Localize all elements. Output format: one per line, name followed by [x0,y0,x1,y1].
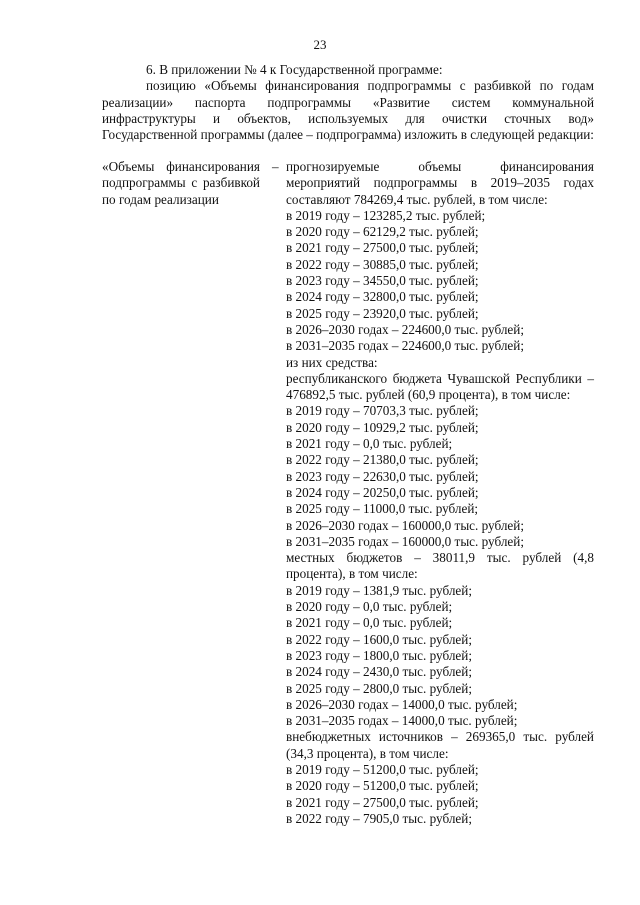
financing-line: в 2020 году – 10929,2 тыс. рублей; [286,419,479,435]
financing-line: в 2020 году – 51200,0 тыс. рублей; [286,778,479,794]
financing-line: в 2021 году – 27500,0 тыс. рублей; [286,794,479,810]
financing-line: в 2031–2035 годах – 14000,0 тыс. рублей; [286,713,518,729]
row-dash: – [272,159,279,174]
financing-line: в 2022 году – 1600,0 тыс. рублей; [286,631,472,647]
financing-line: в 2019 году – 70703,3 тыс. рублей; [286,403,479,419]
financing-line: в 2021 году – 0,0 тыс. рублей; [286,615,453,631]
financing-line: в 2031–2035 годах – 224600,0 тыс. рублей; [286,338,524,354]
financing-line: в 2024 году – 20250,0 тыс. рублей; [286,484,479,500]
financing-line: республиканского бюджета Чувашской Республики – 476892,5 тыс. рублей (60,9 процента), в том числе: [286,370,594,403]
financing-line: в 2020 году – 62129,2 тыс. рублей; [286,224,479,240]
financing-line: в 2031–2035 годах – 160000,0 тыс. рублей; [286,533,524,549]
financing-line: в 2025 году – 11000,0 тыс. рублей; [286,501,479,517]
financing-line: в 2019 году – 51200,0 тыс. рублей; [286,761,479,777]
financing-line: в 2024 году – 2430,0 тыс. рублей; [286,664,472,680]
financing-line: в 2026–2030 годах – 14000,0 тыс. рублей; [286,696,518,712]
financing-line: в 2025 году – 23920,0 тыс. рублей; [286,305,479,321]
page-number: 23 [313,37,327,52]
financing-line: в 2022 году – 30885,0 тыс. рублей; [286,256,479,272]
row-label: «Объемы финансирования подпрограммы с разбивкой по годам реализации [102,159,260,207]
financing-line: в 2019 году – 1381,9 тыс. рублей; [286,582,472,598]
financing-line: в 2021 году – 27500,0 тыс. рублей; [286,240,479,256]
row-content [286,159,594,827]
intro-section [102,62,594,143]
financing-line: в 2023 году – 1800,0 тыс. рублей; [286,647,472,663]
financing-line: в 2024 году – 32800,0 тыс. рублей; [286,289,479,305]
financing-line: в 2026–2030 годах – 224600,0 тыс. рублей; [286,321,524,337]
financing-line: в 2021 году – 0,0 тыс. рублей; [286,436,453,452]
financing-line: в 2023 году – 22630,0 тыс. рублей; [286,468,479,484]
amendment-text: позицию «Объемы финансирования подпрограммы с разбивкой по годам реализации» паспорта подпрограммы «Развитие систем коммунальной инфраструктуры и объектов, используемых для очистки сточных вод» Государственной программы (далее – подпрограмма) изложить в следующей редакции: [102,78,594,143]
financing-line: внебюджетных источников – 269365,0 тыс. рублей (34,3 процента), в том числе: [286,729,594,761]
financing-line: прогнозируемые объемы финансирования мероприятий подпрограммы в 2019–2035 годах составляют 784269,4 тыс. рублей, в том числе: [286,159,594,207]
financing-line: в 2023 году – 34550,0 тыс. рублей; [286,273,479,289]
financing-line: местных бюджетов – 38011,9 тыс. рублей (4,8 процента), в том числе: [286,550,594,582]
financing-line: в 2020 году – 0,0 тыс. рублей; [286,599,453,615]
financing-line: в 2025 году – 2800,0 тыс. рублей; [286,680,472,696]
financing-line: в 2022 году – 21380,0 тыс. рублей; [286,452,479,468]
financing-line: в 2022 году – 7905,0 тыс. рублей; [286,810,472,826]
financing-line: в 2026–2030 годах – 160000,0 тыс. рублей; [286,517,524,533]
amendment-item: 6. В приложении № 4 к Государственной программе: [146,62,443,77]
financing-line: из них средства: [286,354,378,370]
financing-line: в 2019 году – 123285,2 тыс. рублей; [286,207,486,223]
